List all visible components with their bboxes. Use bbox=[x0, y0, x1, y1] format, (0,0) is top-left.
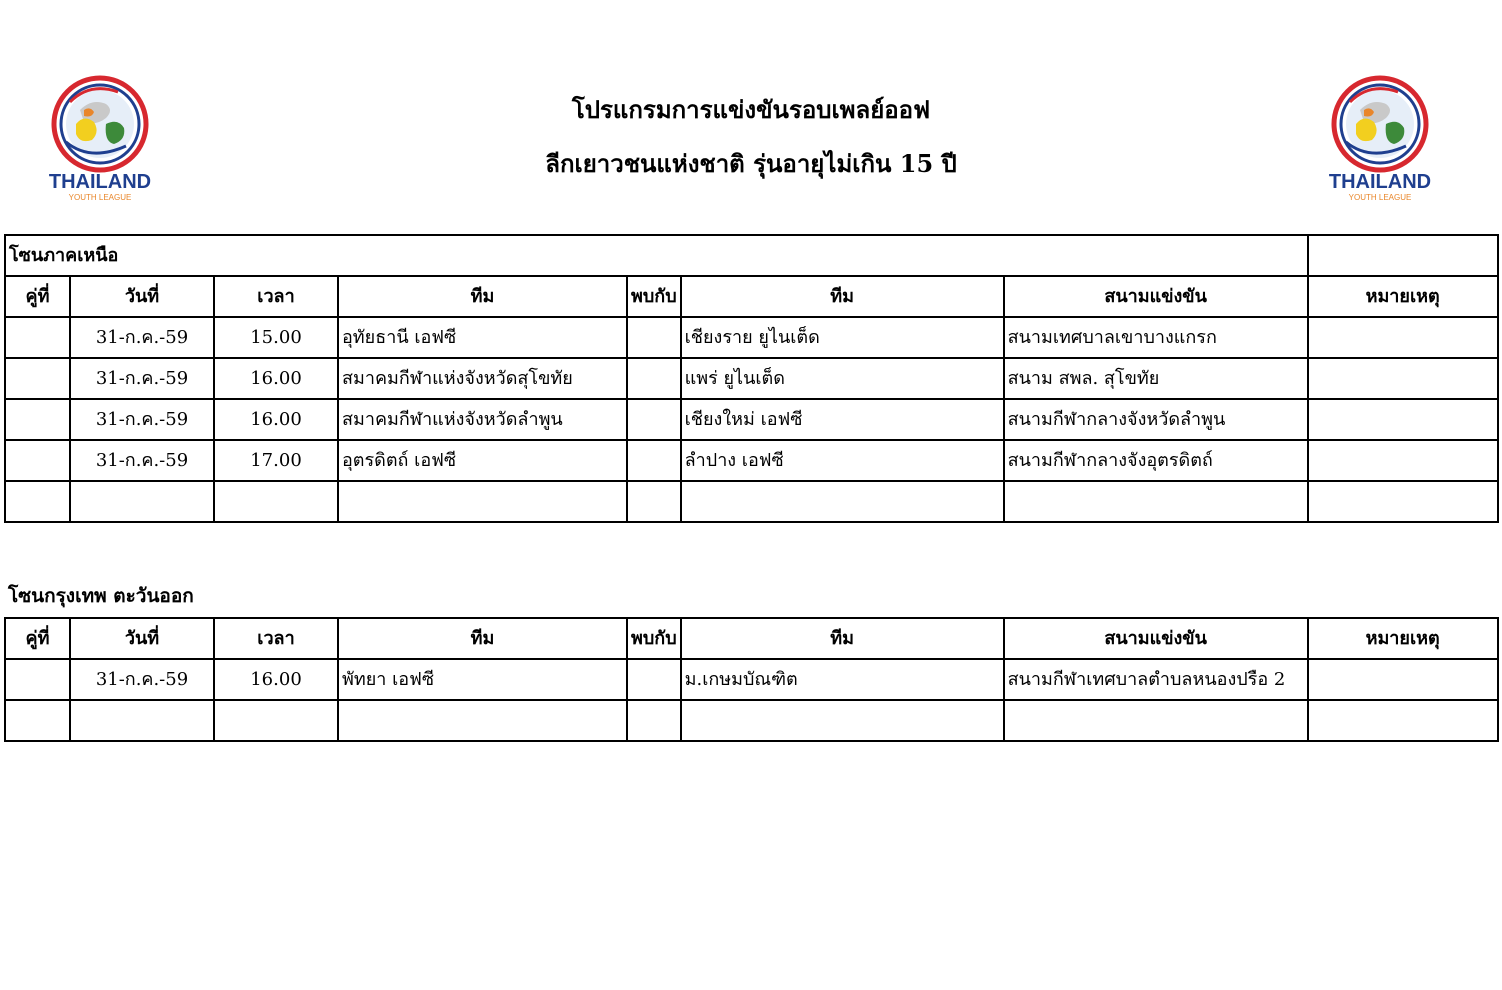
note bbox=[1308, 317, 1498, 358]
vs-cell bbox=[627, 481, 681, 522]
col-header-team: ทีม bbox=[338, 276, 627, 317]
match-time bbox=[214, 700, 338, 741]
vs-cell bbox=[627, 399, 681, 440]
vs-cell bbox=[627, 317, 681, 358]
match-no bbox=[5, 399, 70, 440]
table-header-row bbox=[5, 618, 1498, 659]
home-team: พัทยา เอฟซี bbox=[338, 659, 627, 700]
venue: สนามเทศบาลเขาบางแกรก bbox=[1004, 317, 1308, 358]
match-date bbox=[70, 481, 214, 522]
zone-title-row bbox=[5, 235, 1498, 276]
col-header-time: เวลา bbox=[214, 618, 338, 659]
venue bbox=[1004, 481, 1308, 522]
vs-cell bbox=[627, 700, 681, 741]
table-row bbox=[5, 317, 1498, 358]
logo-subtitle: YOUTH LEAGUE bbox=[1348, 193, 1412, 202]
match-no bbox=[5, 358, 70, 399]
zone-title: โซนภาคเหนือ bbox=[5, 235, 1308, 276]
vs-cell bbox=[627, 358, 681, 399]
table-row-empty bbox=[5, 700, 1498, 741]
note bbox=[1308, 440, 1498, 481]
away-team bbox=[681, 700, 1004, 741]
vs-cell bbox=[627, 440, 681, 481]
col-header-team: ทีม bbox=[338, 618, 627, 659]
table-row bbox=[5, 358, 1498, 399]
note bbox=[1308, 700, 1498, 741]
home-team bbox=[338, 481, 627, 522]
note bbox=[1308, 399, 1498, 440]
match-time: 17.00 bbox=[214, 440, 338, 481]
home-team: สมาคมกีฬาแห่งจังหวัดลำพูน bbox=[338, 399, 627, 440]
match-time: 16.00 bbox=[214, 358, 338, 399]
table-row-empty bbox=[5, 481, 1498, 522]
match-time: 16.00 bbox=[214, 399, 338, 440]
col-header-time: เวลา bbox=[214, 276, 338, 317]
match-date: 31-ก.ค.-59 bbox=[70, 399, 214, 440]
match-time bbox=[214, 481, 338, 522]
table-row bbox=[5, 440, 1498, 481]
away-team: เชียงราย ยูไนเต็ด bbox=[681, 317, 1004, 358]
logo-subtitle: YOUTH LEAGUE bbox=[68, 193, 132, 202]
away-team: เชียงใหม่ เอฟซี bbox=[681, 399, 1004, 440]
match-date: 31-ก.ค.-59 bbox=[70, 317, 214, 358]
home-team: สมาคมกีฬาแห่งจังหวัดสุโขทัย bbox=[338, 358, 627, 399]
zone-title: โซนกรุงเทพ ตะวันออก bbox=[8, 585, 194, 607]
schedule-table-bangkok-east bbox=[4, 617, 1499, 742]
home-team: อุทัยธานี เอฟซี bbox=[338, 317, 627, 358]
match-no bbox=[5, 659, 70, 700]
away-team: ม.เกษมบัณฑิต bbox=[681, 659, 1004, 700]
col-header-no: คู่ที่ bbox=[5, 276, 70, 317]
schedule-table-north bbox=[4, 234, 1499, 523]
match-no bbox=[5, 481, 70, 522]
vs-cell bbox=[627, 659, 681, 700]
logo-wordmark: THAILAND bbox=[48, 171, 152, 193]
col-header-note: หมายเหตุ bbox=[1308, 276, 1498, 317]
note bbox=[1308, 481, 1498, 522]
match-time: 16.00 bbox=[214, 659, 338, 700]
away-team: แพร่ ยูไนเต็ด bbox=[681, 358, 1004, 399]
col-header-venue: สนามแข่งขัน bbox=[1004, 618, 1308, 659]
venue: สนาม สพล. สุโขทัย bbox=[1004, 358, 1308, 399]
table-row bbox=[5, 399, 1498, 440]
match-no bbox=[5, 317, 70, 358]
page-title: โปรแกรมการแข่งขันรอบเพลย์ออฟ bbox=[571, 95, 931, 124]
venue: สนามกีฬาเทศบาลตำบลหนองปรือ 2 bbox=[1004, 659, 1308, 700]
away-team bbox=[681, 481, 1004, 522]
col-header-team: ทีม bbox=[681, 618, 1004, 659]
col-header-vs: พบกับ bbox=[627, 276, 681, 317]
col-header-vs: พบกับ bbox=[627, 618, 681, 659]
empty-cell bbox=[1308, 235, 1498, 276]
note bbox=[1308, 358, 1498, 399]
match-date: 31-ก.ค.-59 bbox=[70, 440, 214, 481]
venue: สนามกีฬากลางจังหวัดลำพูน bbox=[1004, 399, 1308, 440]
col-header-venue: สนามแข่งขัน bbox=[1004, 276, 1308, 317]
thailand-youth-league-logo-right bbox=[1320, 72, 1440, 204]
page-subtitle: ลีกเยาวชนแห่งชาติ รุ่นอายุไม่เกิน 15 ปี bbox=[545, 149, 957, 178]
home-team: อุตรดิตถ์ เอฟซี bbox=[338, 440, 627, 481]
match-date: 31-ก.ค.-59 bbox=[70, 659, 214, 700]
match-date bbox=[70, 700, 214, 741]
match-no bbox=[5, 700, 70, 741]
match-time: 15.00 bbox=[214, 317, 338, 358]
match-date: 31-ก.ค.-59 bbox=[70, 358, 214, 399]
table-row bbox=[5, 659, 1498, 700]
match-no bbox=[5, 440, 70, 481]
table-header-row bbox=[5, 276, 1498, 317]
col-header-note: หมายเหตุ bbox=[1308, 618, 1498, 659]
col-header-no: คู่ที่ bbox=[5, 618, 70, 659]
away-team: ลำปาง เอฟซี bbox=[681, 440, 1004, 481]
venue bbox=[1004, 700, 1308, 741]
logo-wordmark: THAILAND bbox=[1328, 171, 1432, 193]
note bbox=[1308, 659, 1498, 700]
home-team bbox=[338, 700, 627, 741]
thailand-youth-league-logo-left bbox=[40, 72, 160, 204]
col-header-team: ทีม bbox=[681, 276, 1004, 317]
col-header-date: วันที่ bbox=[70, 618, 214, 659]
venue: สนามกีฬากลางจังอุตรดิตถ์ bbox=[1004, 440, 1308, 481]
col-header-date: วันที่ bbox=[70, 276, 214, 317]
